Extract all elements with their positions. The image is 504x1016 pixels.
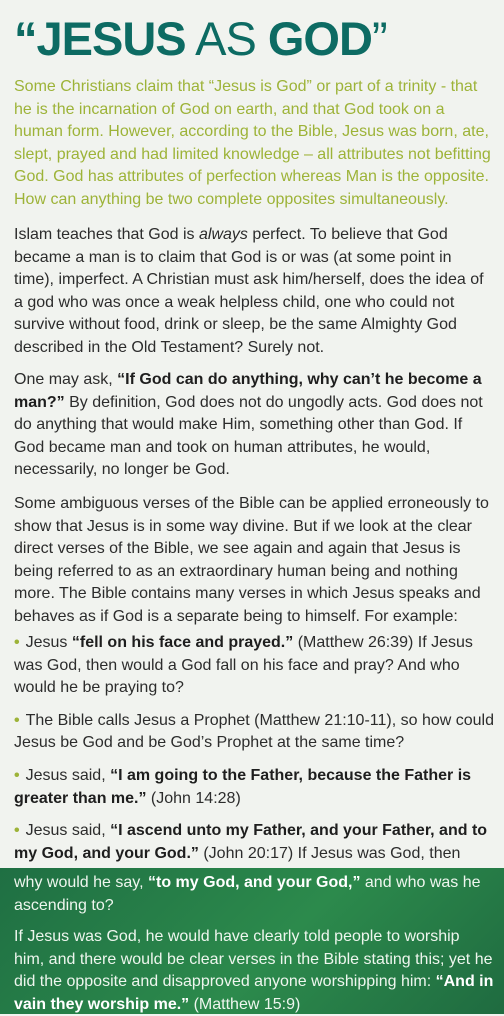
bullet-quote: “I ascend unto my Father, and your Father, and to my God, and your God.”	[14, 822, 488, 862]
p2-text-b: By definition, God does not do ungodly acts. God does not do anything that would make Him, something other than God. If God became man and took on human attributes, he would, necessarily, no longer be God.	[14, 393, 483, 479]
green-footer-band	[0, 868, 504, 1014]
band-quote: “to my God, and your God,”	[148, 874, 361, 891]
p2-quote: “If God can do anything, why can’t he become a man?”	[14, 371, 482, 411]
list-item: • Jesus said, “I ascend unto my Father, and your Father, and to my God, and your God.” (John 20:17) If Jesus was God, then	[14, 822, 488, 862]
band-paragraph-ascending: why would he say, “to my God, and your God,” and who was he ascending to?	[14, 874, 481, 914]
band-paragraph-worship: If Jesus was God, he would have clearly told people to worship him, and there would be clear verses in the Bible stating this; yet he did the opposite and disapproved anyone worshipping him: “And in vain they worship me.” (Matthew 15:9)	[14, 928, 494, 1013]
title-jesus: JESUS	[36, 12, 186, 65]
bullet-dot-icon: •	[14, 634, 20, 651]
list-item: • Jesus said, “I am going to the Father, because the Father is greater than me.” (John 14:28)	[14, 766, 472, 807]
p1-emphasis: always	[198, 226, 248, 243]
bullet-quote: “I am going to the Father, because the Father is greater than me.”	[14, 766, 472, 807]
bullet-dot-icon: •	[14, 822, 20, 840]
p2-text-a: One may ask,	[14, 371, 118, 388]
intro-paragraph: Some Christians claim that “Jesus is God” or part of a trinity - that he is the incarnation of God on earth, and that God took on a human form. However, according to the Bible, Jesus was born, ate, slept, prayed and had limited knowledge – all attributes not befitting God. God has attributes of perfection whereas Man is the opposite. How can anything be two complete opposites simultaneously.	[14, 78, 491, 208]
title-god: GOD	[267, 12, 372, 65]
bullet-dot-icon: •	[14, 711, 20, 729]
title-close-quote: ”	[371, 12, 387, 65]
p1-text-a: Islam teaches that God is	[14, 226, 199, 243]
bullet-dot-icon: •	[14, 766, 20, 784]
list-item: • The Bible calls Jesus a Prophet (Matthew 21:10-11), so how could Jesus be God and be God’s Prophet at the same time?	[14, 711, 494, 752]
paragraph-verses: Some ambiguous verses of the Bible can be applied erroneously to show that Jesus is in some way divine. But if we look at the clear direct verses of the Bible, we see again and again that Jesus is being referred to as an extraordinary human being and nothing more. The Bible contains many verses in which Jesus speaks and behaves as if God is a separate being to himself. For example:	[14, 495, 489, 625]
list-item: • Jesus “fell on his face and prayed.” (Matthew 26:39) If Jesus was God, then would a God fall on his face and pray? And who would he be praying to?	[14, 634, 473, 697]
title-open-quote: “	[14, 12, 37, 65]
p1-text-b: perfect. To believe that God became a man is to claim that God is or was (at some point in time), imperfect. A Christian must ask him/herself, does the idea of a god who was once a weak helpless child, one who could not survive without food, drink or sleep, be the same Almighty God described in the Old Testament? Surely not.	[14, 226, 484, 356]
bullet-quote: “fell on his face and prayed.”	[71, 634, 294, 651]
title-as: AS	[185, 12, 268, 65]
paragraph-perfection	[14, 224, 494, 360]
paragraph-question	[14, 369, 494, 482]
bullet-list	[14, 632, 494, 865]
band-quote: “And in vain they worship me.”	[14, 973, 494, 1013]
page-title	[14, 12, 387, 66]
